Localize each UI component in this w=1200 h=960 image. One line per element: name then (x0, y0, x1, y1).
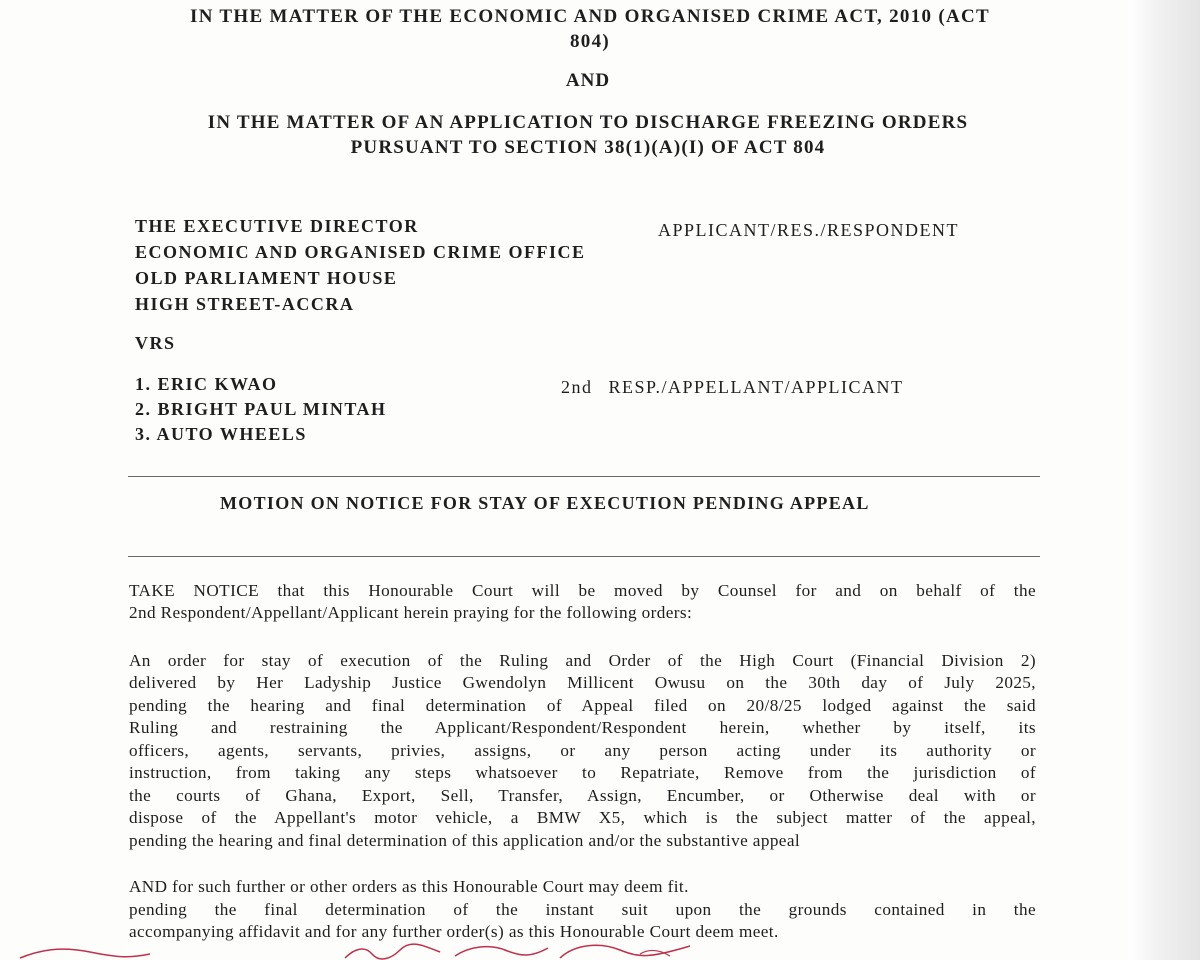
versus-label: VRS (135, 333, 176, 353)
applicant-line-4: HIGH STREET-ACCRA (135, 294, 355, 314)
closing-line-2: pending the final determination of the instant suit upon the grounds contained in the (129, 900, 1036, 919)
respondent-line-3: 3. AUTO WHEELS (135, 424, 307, 444)
notice-line-2: 2nd Respondent/Appellant/Applicant herein praying for the following orders: (129, 603, 693, 622)
order-line-4: Ruling and restraining the Applicant/Respondent/Respondent herein, whether by itself, its (129, 718, 1036, 737)
application-heading-line-1: IN THE MATTER OF AN APPLICATION TO DISCHARGE FREEZING ORDERS (207, 112, 969, 133)
respondent-line-1: 1. ERIC KWAO (135, 374, 278, 394)
order-line-8: dispose of the Appellant's motor vehicle, a BMW X5, which is the subject matter of the appeal, (129, 808, 1036, 827)
matter-heading-line-2: 804) (569, 31, 611, 52)
applicant-line-1: THE EXECUTIVE DIRECTOR (135, 216, 419, 236)
respondent-line-2: 2. BRIGHT PAUL MINTAH (135, 399, 387, 419)
closing-line-3: accompanying affidavit and for any further order(s) as this Honourable Court deem meet. (129, 922, 779, 941)
matter-heading-line-1: IN THE MATTER OF THE ECONOMIC AND ORGANISED CRIME ACT, 2010 (ACT (190, 6, 990, 27)
respondent-role (561, 377, 904, 398)
order-line-1: An order for stay of execution of the Ruling and Order of the High Court (Financial Division 2) (129, 651, 1036, 670)
order-line-3: pending the hearing and final determination of Appeal filed on 20/8/25 lodged against the said (129, 696, 1036, 715)
order-line-9: pending the hearing and final determination of this application and/or the substantive appeal (129, 831, 801, 850)
applicant-line-3: OLD PARLIAMENT HOUSE (135, 268, 398, 288)
order-line-7: the courts of Ghana, Export, Sell, Transfer, Assign, Encumber, or Otherwise deal with or (129, 786, 1036, 805)
respondent-role-prefix: 2nd (561, 377, 593, 397)
order-line-2: delivered by Her Ladyship Justice Gwendolyn Millicent Owusu on the 30th day of July 2025, (129, 673, 1036, 692)
bottom-rule (128, 556, 1040, 557)
applicant-role: APPLICANT/RES./RESPONDENT (658, 220, 960, 240)
closing-line-1: AND for such further or other orders as this Honourable Court may deem fit. (129, 877, 689, 896)
and-heading: AND (565, 70, 611, 91)
top-rule (128, 476, 1040, 477)
order-line-5: officers, agents, servants, privies, assigns, or any person acting under its authority or (129, 741, 1036, 760)
respondent-role-text: RESP./APPELLANT/APPLICANT (608, 377, 904, 397)
applicant-line-2: ECONOMIC AND ORGANISED CRIME OFFICE (135, 242, 586, 262)
matter-heading (0, 4, 1180, 54)
notice-line-1: TAKE NOTICE that this Honourable Court will be moved by Counsel for and on behalf of the (129, 581, 1036, 600)
motion-title: MOTION ON NOTICE FOR STAY OF EXECUTION PENDING APPEAL (220, 493, 870, 513)
order-line-6: instruction, from taking any steps whatsoever to Repatriate, Remove from the jurisdiction of (129, 763, 1036, 782)
application-heading (0, 110, 1188, 160)
handwritten-signature (0, 938, 760, 960)
application-heading-line-2: PURSUANT TO SECTION 38(1)(A)(I) OF ACT 804 (350, 137, 826, 158)
